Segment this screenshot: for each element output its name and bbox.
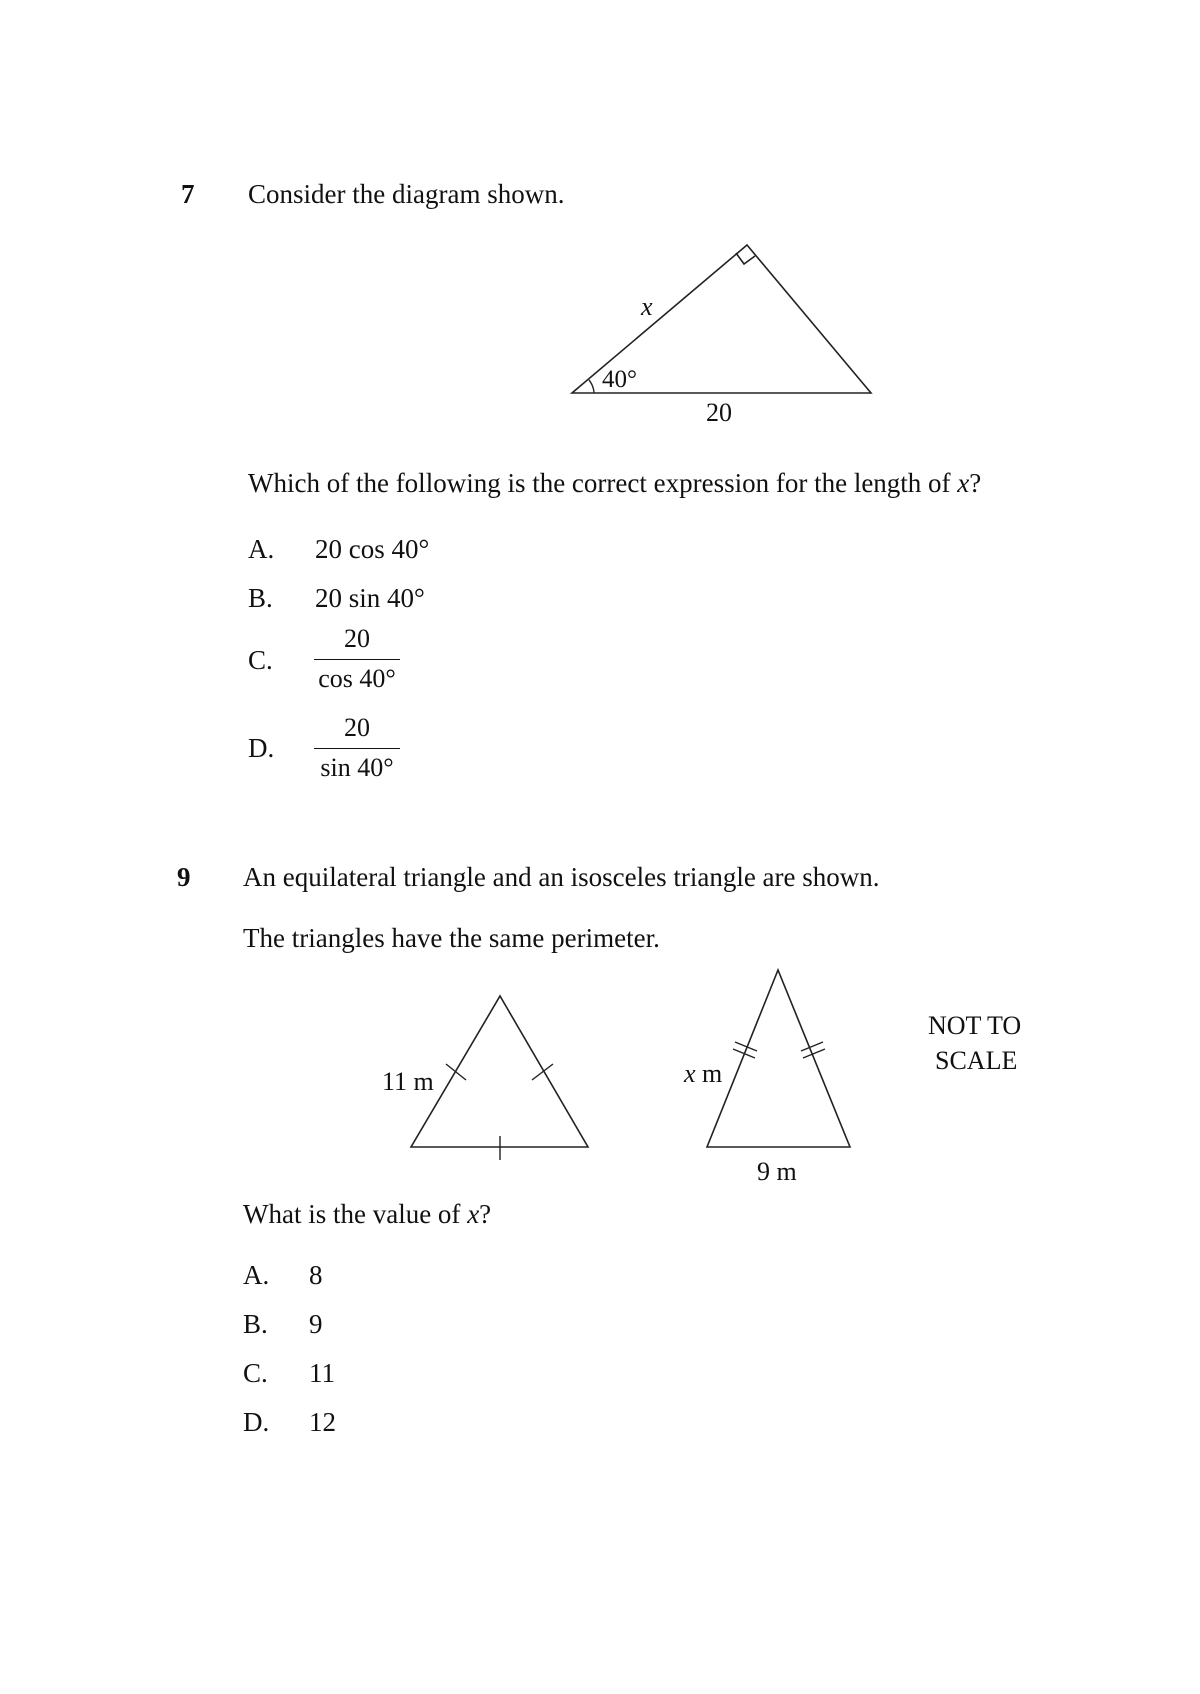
question-7-number: 7 [181,179,195,209]
q7-option-b-letter: B. [248,583,273,613]
question-9-line-1: An equilateral triangle and an isosceles triangle are shown. [243,862,880,892]
q9-option-a-value: 8 [309,1260,323,1290]
question-9-text-post: ? [479,1199,492,1229]
q9-option-b-value: 9 [309,1309,323,1339]
double-tick-right-2 [801,1042,823,1051]
question-7-text-pre: Which of the following is the correct expression for the length of [248,468,958,498]
q7-option-a-letter: A. [248,534,275,564]
question-7-text-var: x [957,468,970,498]
q9-option-c-letter: C. [243,1358,268,1388]
isosceles-base-label: 9 m [757,1157,797,1186]
question-9-number: 9 [177,862,191,892]
q7-option-d-numerator: 20 [344,713,370,742]
question-7-intro: Consider the diagram shown. [248,179,565,209]
q9-option-b-letter: B. [243,1309,268,1339]
question-7-text-post: ? [969,468,982,498]
side-x-label: x [641,292,653,321]
equilateral-triangle [411,996,588,1147]
q9-option-d-letter: D. [243,1407,270,1437]
isosceles-side-unit: m [695,1059,723,1088]
question-9-text-var: x [467,1199,480,1229]
q7-option-d-letter: D. [248,733,275,763]
angle-label: 40° [602,366,637,393]
q7-option-c-letter: C. [248,645,273,675]
q9-option-a-letter: A. [243,1260,270,1290]
isosceles-side-label [683,1059,722,1088]
isosceles-side-var: x [684,1059,696,1088]
q9-option-d-value: 12 [309,1407,336,1437]
question-9-line-2: The triangles have the same perimeter. [243,923,660,953]
equal-side-tick-left [446,1064,466,1080]
not-to-scale-line-1: NOT TO [928,1011,1022,1040]
q7-option-c-numerator: 20 [344,624,370,653]
question-9-text-pre: What is the value of [243,1199,468,1229]
base-label: 20 [706,398,732,427]
q7-option-c-denominator: cos 40° [318,664,396,693]
q7-option-a-value: 20 cos 40° [315,534,430,564]
q7-option-b-value: 20 sin 40° [315,583,425,613]
question-9-text [243,1198,491,1230]
equilateral-side-label: 11 m [382,1067,434,1096]
q7-option-d-denominator: sin 40° [320,753,394,782]
not-to-scale-line-2: SCALE [935,1046,1018,1075]
q9-option-c-value: 11 [309,1358,335,1388]
isosceles-triangle [707,970,850,1147]
equal-side-tick-right [532,1064,553,1080]
